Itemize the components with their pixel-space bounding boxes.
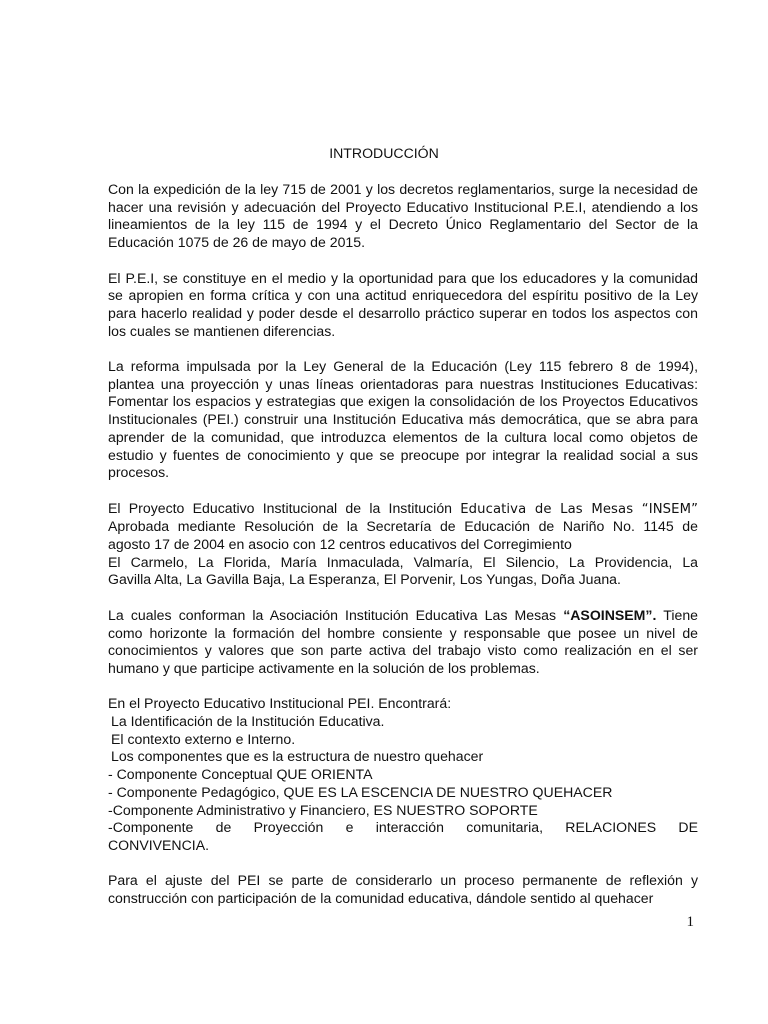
page-number: 1 <box>686 914 694 930</box>
paragraph-line: El Carmelo, La Florida, María Inmaculada, Valmaría, El Silencio, La Providencia, La <box>108 553 698 570</box>
document-body <box>108 181 698 925</box>
component-item-continued: CONVIVENCIA. <box>108 836 210 853</box>
text-lead: La cuales conforman la Asociación Institución Educativa Las Mesas <box>108 606 564 623</box>
list-item: La Identificación de la Institución Educativa. <box>111 713 385 730</box>
list-intro: En el Proyecto Educativo Institucional PEI. Encontrará: <box>108 695 452 712</box>
paragraph-expedicion: Con la expedición de la ley 715 de 2001 y los decretos reglamentarios, surge la necesidad de hacer una revisión y adecuación del Proyecto Educativo Institucional P.E.I, atendiendo a los lineamientos de la ley 115 de 1994 y el Decreto Único Reglamentario del Sector de la Educación 1075 de 26 de mayo de 2015. <box>108 181 698 251</box>
list-item: Los componentes que es la estructura de nuestro quehacer <box>111 748 484 765</box>
paragraph-contenido-pei <box>108 695 698 854</box>
institution-name: Educativa de Las Mesas “INSEM” <box>460 501 698 517</box>
paragraph-pei-medio: El P.E.I, se constituye en el medio y la oportunidad para que los educadores y la comunidad se apropien en forma crítica y con una actitud enriquecedora del espíritu positivo de la Ley para hacerlo realidad y poder desde el desarrollo práctico superar en todos los aspectos con los cuales se mantienen diferencias. <box>108 269 698 339</box>
list-item: El contexto externo e Interno. <box>111 730 296 747</box>
paragraph-line <box>108 500 698 519</box>
component-item: -Componente Administrativo y Financiero, ES NUESTRO SOPORTE <box>108 801 538 818</box>
text-rest: Tiene como horizonte la formación del hombre consiente y responsable que posee un nivel de conocimientos y valores que son parte activa del trabajo visto como realización en el ser humano y que participe activamente en la solución de los problemas. <box>108 606 698 676</box>
paragraph-reforma: La reforma impulsada por la Ley General de la Educación (Ley 115 febrero 8 de 1994), plantea una proyección y unas líneas orientadoras para nuestras Instituciones Educativas: Fomentar los espacios y estrategias que exigen la consolidación de los Proyectos Educativos Institucionales (PEI.) construir una Institución Educativa más democrática, que se abra para aprender de la comunidad, que introduzca elementos de la cultura local como objetos de estudio y fuentes de conocimiento y que se preocupe por integrar la realidad social a sus procesos. <box>108 358 698 481</box>
asoinsem-name: “ASOINSEM”. <box>563 606 657 623</box>
paragraph-line: Aprobada mediante Resolución de la Secretaría de Educación de Nariño No. 1145 de <box>108 518 698 535</box>
paragraph-line: Gavilla Alta, La Gavilla Baja, La Esperanza, El Porvenir, Los Yungas, Doña Juana. <box>108 571 621 588</box>
paragraph-proyecto-insem <box>108 500 698 590</box>
paragraph-asoinsem <box>108 607 698 678</box>
page-title: INTRODUCCIÓN <box>329 145 439 161</box>
component-item: -Componente de Proyección e interacción comunitaria, RELACIONES DE <box>108 819 698 836</box>
text-lead: El Proyecto Educativo Institucional de la Institución <box>108 499 461 516</box>
paragraph-line: agosto 17 de 2004 en asocio con 12 centros educativos del Corregimiento <box>108 536 572 553</box>
component-item: - Componente Pedagógico, QUE ES LA ESCENCIA DE NUESTRO QUEHACER <box>108 783 613 800</box>
paragraph-ajuste-pei: Para el ajuste del PEI se parte de considerarlo un proceso permanente de reflexión y construcción con participación de la comunidad educativa, dándole sentido al quehacer <box>108 872 698 907</box>
component-item: - Componente Conceptual QUE ORIENTA <box>108 766 373 783</box>
